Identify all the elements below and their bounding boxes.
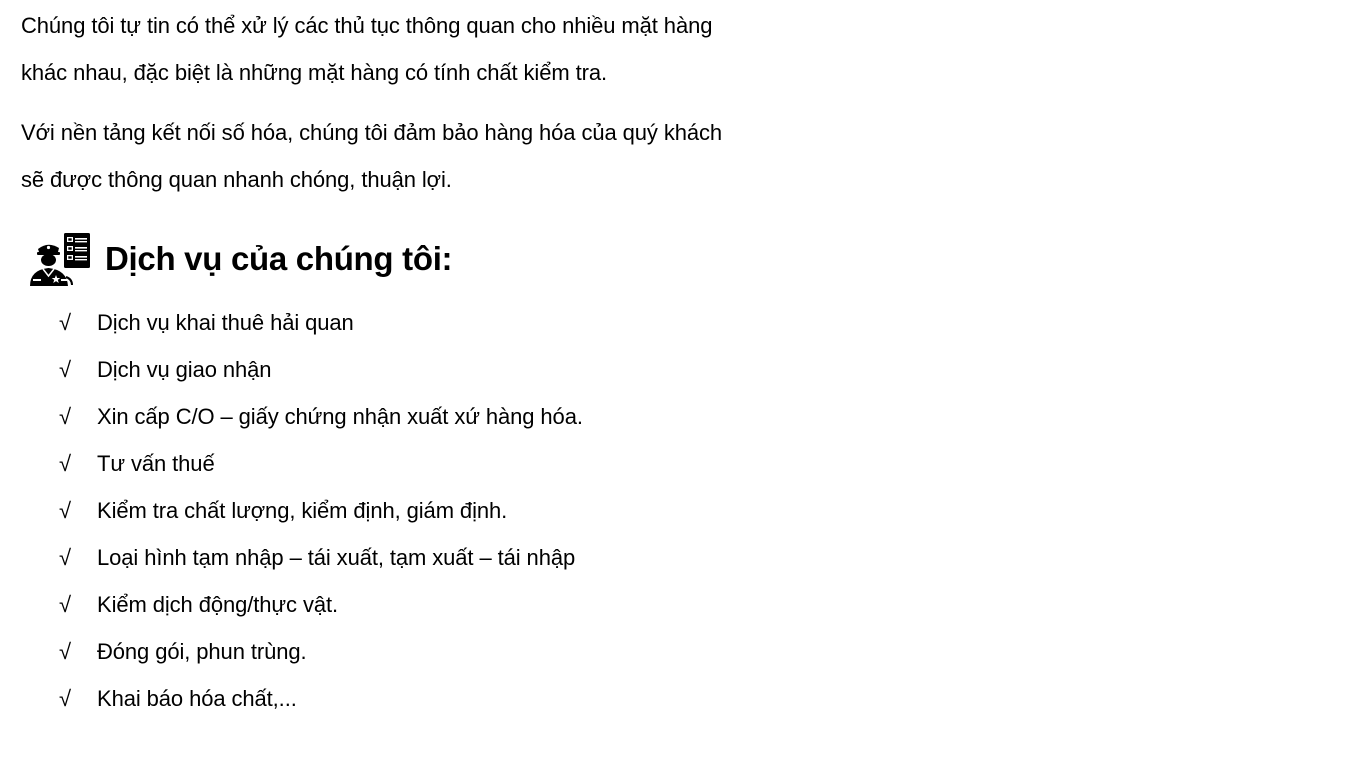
check-mark-icon: √ bbox=[59, 310, 72, 335]
check-mark-icon: √ bbox=[59, 545, 72, 570]
service-label: Kiểm dịch động/thực vật. bbox=[97, 592, 339, 617]
check-mark-icon: √ bbox=[59, 686, 72, 711]
check-mark-icon: √ bbox=[59, 639, 72, 664]
check-mark-icon: √ bbox=[59, 451, 72, 476]
check-mark-icon: √ bbox=[59, 404, 72, 429]
service-label: Tư vấn thuế bbox=[97, 451, 215, 476]
service-label: Kiểm tra chất lượng, kiểm định, giám định. bbox=[97, 498, 508, 523]
services-heading bbox=[28, 232, 452, 286]
intro-paragraph-1-line-1: Chúng tôi tự tin có thể xử lý các thủ tục thông quan cho nhiều mặt hàng bbox=[21, 13, 713, 38]
intro-paragraph-2-line-1: Với nền tảng kết nối số hóa, chúng tôi đảm bảo hàng hóa của quý khách bbox=[21, 120, 723, 145]
intro-paragraph-1 bbox=[21, 2, 841, 96]
check-mark-icon: √ bbox=[59, 498, 72, 523]
check-mark-icon: √ bbox=[59, 357, 72, 382]
service-label: Dịch vụ giao nhận bbox=[97, 357, 272, 382]
service-label: Xin cấp C/O – giấy chứng nhận xuất xứ hàng hóa. bbox=[97, 404, 583, 429]
service-label: Loại hình tạm nhập – tái xuất, tạm xuất – tái nhập bbox=[97, 545, 576, 570]
intro-paragraph-2-line-2: sẽ được thông quan nhanh chóng, thuận lợi. bbox=[21, 167, 452, 192]
service-label: Khai báo hóa chất,... bbox=[97, 686, 297, 711]
intro-paragraph-2 bbox=[21, 109, 841, 203]
intro-paragraph-1-line-2: khác nhau, đặc biệt là những mặt hàng có tính chất kiểm tra. bbox=[21, 60, 607, 85]
service-label: Dịch vụ khai thuê hải quan bbox=[97, 310, 354, 335]
service-label: Đóng gói, phun trùng. bbox=[97, 639, 307, 664]
services-title: Dịch vụ của chúng tôi: bbox=[105, 240, 453, 277]
customs-officer-checklist-icon bbox=[28, 232, 92, 286]
check-mark-icon: √ bbox=[59, 592, 72, 617]
